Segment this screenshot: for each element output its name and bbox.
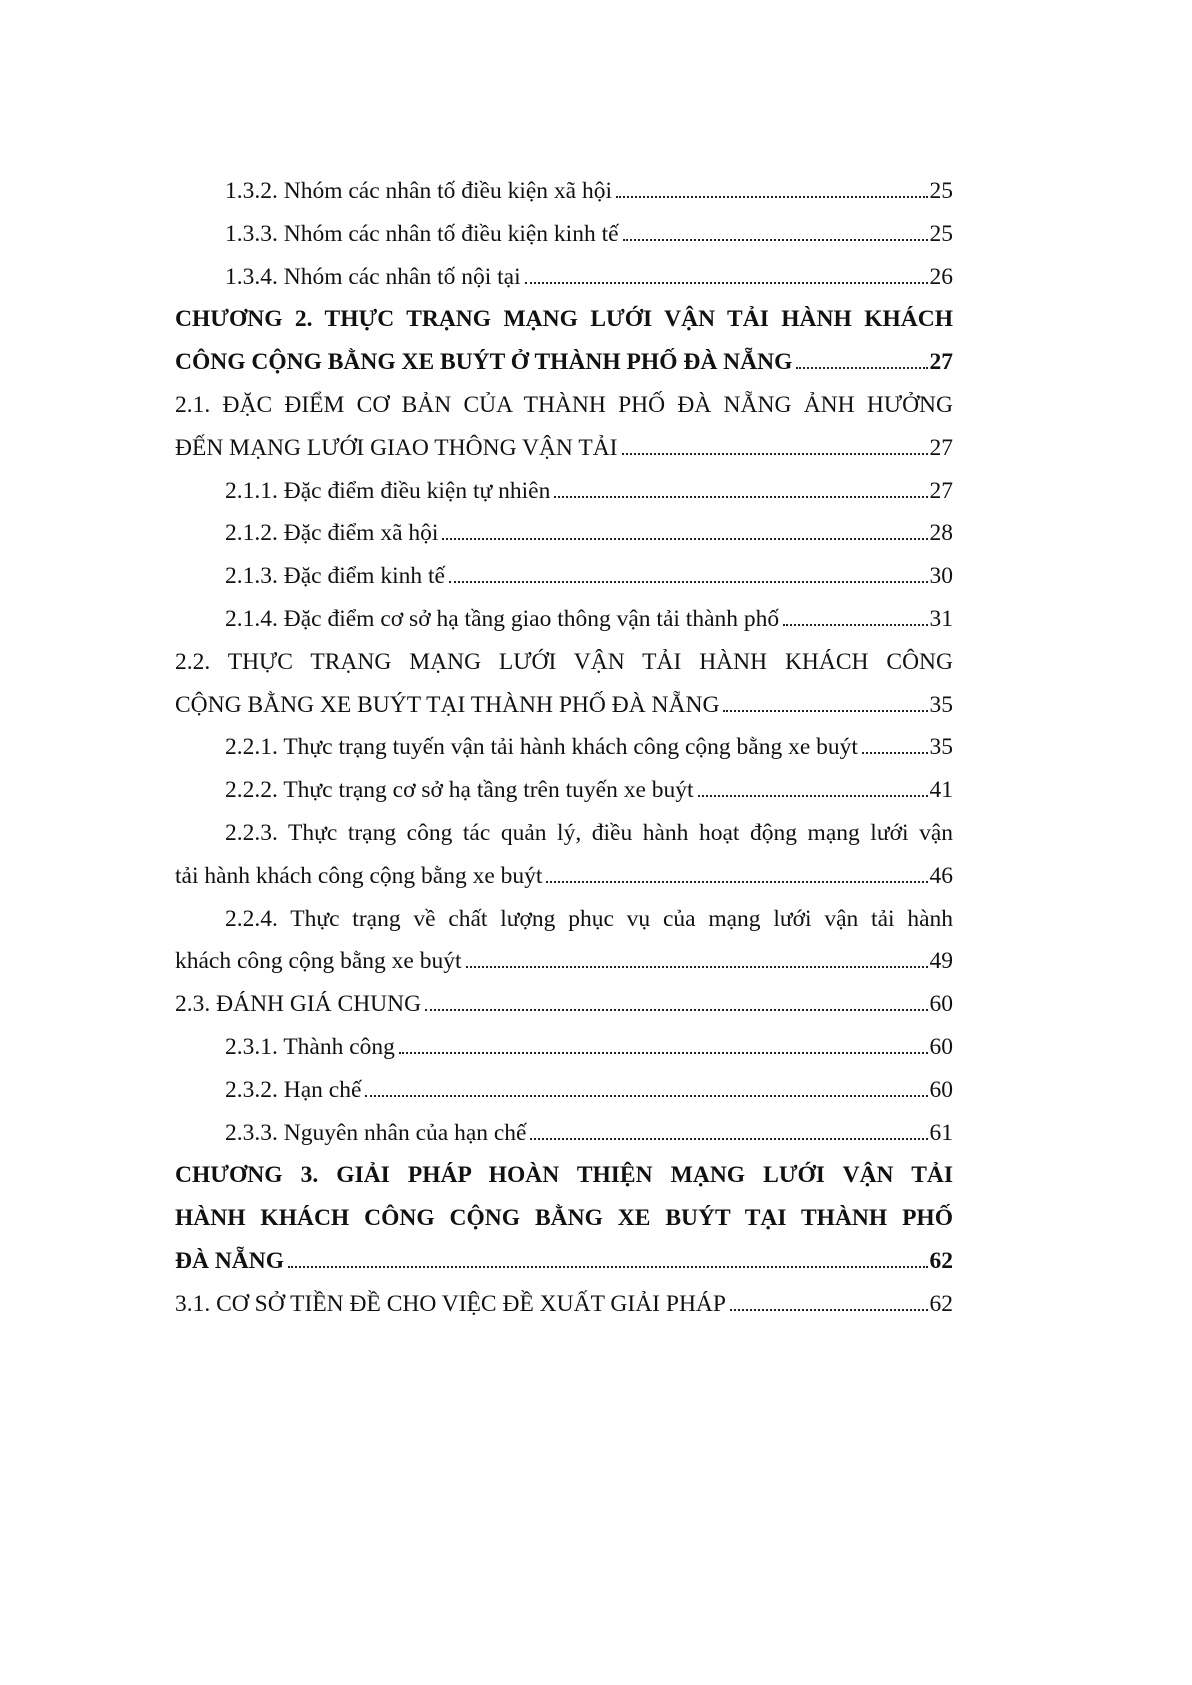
- toc-page-number: 26: [929, 263, 953, 290]
- toc-entry-title: 2.3.1. Thành công: [225, 1033, 395, 1060]
- dot-leader: [796, 367, 927, 369]
- dot-leader: [783, 624, 927, 626]
- toc-section-entry: [175, 641, 953, 727]
- toc-entry: [175, 726, 953, 769]
- toc-entry-title: 2.2.2. Thực trạng cơ sở hạ tầng trên tuyến xe buýt: [225, 777, 694, 804]
- toc-page-number: 49: [929, 948, 953, 975]
- dot-leader: [449, 581, 928, 583]
- dot-leader: [525, 282, 928, 284]
- toc-entry-title: 2.1.1. Đặc điểm điều kiện tự nhiên: [225, 477, 551, 504]
- toc-page-number: 60: [929, 991, 953, 1018]
- dot-leader: [698, 795, 928, 797]
- toc-page-number: 28: [929, 520, 953, 547]
- toc-entry: [175, 769, 953, 812]
- toc-page-number: 41: [929, 777, 953, 804]
- toc-entry: [175, 1112, 953, 1155]
- toc-entry-title-line: ĐÀ NẴNG: [175, 1247, 285, 1274]
- toc-entry-title: 1.3.2. Nhóm các nhân tố điều kiện xã hội: [225, 178, 613, 204]
- toc-page-number: 35: [929, 691, 953, 718]
- toc-page-number: 25: [929, 220, 953, 247]
- toc-page-number: 27: [929, 434, 953, 461]
- toc-entry: [175, 598, 953, 641]
- toc-entry-title-line: CỘNG BẰNG XE BUÝT TẠI THÀNH PHỐ ĐÀ NẴNG: [175, 691, 720, 718]
- dot-leader: [365, 1095, 927, 1097]
- dot-leader: [623, 239, 928, 241]
- toc-section-entry: [175, 1283, 953, 1326]
- toc-entry: [175, 213, 953, 256]
- toc-entry-title: 1.3.3. Nhóm các nhân tố điều kiện kinh tế: [225, 220, 619, 247]
- toc-entry: [175, 555, 953, 598]
- dot-leader: [466, 966, 928, 968]
- toc-page-number: 27: [929, 477, 953, 504]
- toc-section-entry: [175, 384, 953, 470]
- table-of-contents: [175, 170, 953, 1326]
- dot-leader: [425, 1009, 927, 1011]
- toc-page-number: 35: [929, 734, 953, 761]
- toc-entry: [175, 512, 953, 555]
- toc-page-number: 31: [929, 605, 953, 632]
- dot-leader: [442, 538, 927, 540]
- toc-entry-title: 2.2.1. Thực trạng tuyến vận tải hành khách công cộng bằng xe buýt: [225, 734, 858, 761]
- toc-entry-title-line: 2.2.3. Thực trạng công tác quản lý, điều hành hoạt động mạng lưới vận: [225, 819, 953, 846]
- toc-entry-wrapped: [175, 812, 953, 898]
- dot-leader: [530, 1138, 927, 1140]
- toc-entry-title-line: 2.2.4. Thực trạng về chất lượng phục vụ của mạng lưới vận tải hành: [225, 905, 953, 932]
- toc-entry-title-line: 2.1. ĐẶC ĐIỂM CƠ BẢN CỦA THÀNH PHỐ ĐÀ NẴNG ẢNH HƯỞNG: [175, 391, 953, 418]
- toc-page-number: 46: [929, 862, 953, 889]
- toc-entry-title-line: tải hành khách công cộng bằng xe buýt: [175, 862, 543, 889]
- dot-leader: [730, 1309, 928, 1311]
- toc-entry-title-line: CHƯƠNG 3. GIẢI PHÁP HOÀN THIỆN MẠNG LƯỚI VẬN TẢI: [175, 1162, 953, 1189]
- toc-page-number: 62: [929, 1290, 953, 1317]
- toc-page-number: 30: [929, 563, 953, 590]
- toc-entry-title: 2.1.4. Đặc điểm cơ sở hạ tầng giao thông vận tải thành phố: [225, 605, 780, 632]
- toc-entry: [175, 170, 953, 213]
- dot-leader: [723, 710, 927, 712]
- toc-page-number: 25: [929, 178, 953, 204]
- dot-leader: [288, 1266, 927, 1268]
- toc-entry-title: 2.1.2. Đặc điểm xã hội: [225, 520, 439, 547]
- toc-entry-wrapped: [175, 898, 953, 984]
- dot-leader: [546, 881, 927, 883]
- toc-entry-title-line: HÀNH KHÁCH CÔNG CỘNG BẰNG XE BUÝT TẠI THÀNH PHỐ: [175, 1205, 953, 1232]
- toc-entry-title-line: 2.2. THỰC TRẠNG MẠNG LƯỚI VẬN TẢI HÀNH KHÁCH CÔNG: [175, 648, 953, 675]
- toc-entry-title: 2.3.3. Nguyên nhân của hạn chế: [225, 1119, 527, 1146]
- toc-entry: [175, 1069, 953, 1112]
- toc-entry-title-line: CHƯƠNG 2. THỰC TRẠNG MẠNG LƯỚI VẬN TẢI HÀNH KHÁCH: [175, 306, 953, 333]
- toc-chapter-entry: [175, 298, 953, 384]
- toc-page-number: 27: [929, 349, 953, 376]
- toc-entry: [175, 1026, 953, 1069]
- dot-leader: [622, 453, 928, 455]
- toc-entry-title: 2.3.2. Hạn chế: [225, 1076, 362, 1103]
- toc-page-number: 60: [929, 1033, 953, 1060]
- toc-entry-title-line: ĐẾN MẠNG LƯỚI GIAO THÔNG VẬN TẢI: [175, 434, 618, 461]
- dot-leader: [862, 752, 928, 754]
- toc-entry-title: 3.1. CƠ SỞ TIỀN ĐỀ CHO VIỆC ĐỀ XUẤT GIẢI PHÁP: [175, 1290, 726, 1317]
- dot-leader: [616, 196, 927, 198]
- toc-entry-title: 2.3. ĐÁNH GIÁ CHUNG: [175, 991, 422, 1018]
- toc-page-number: 61: [929, 1119, 953, 1146]
- dot-leader: [554, 496, 927, 498]
- toc-chapter-entry: [175, 1154, 953, 1282]
- toc-entry-title: 2.1.3. Đặc điểm kinh tế: [225, 563, 445, 590]
- toc-entry-title-line: khách công cộng bằng xe buýt: [175, 948, 462, 975]
- toc-entry: [175, 256, 953, 299]
- toc-entry-title: 1.3.4. Nhóm các nhân tố nội tại: [225, 263, 521, 290]
- toc-entry-title-line: CÔNG CỘNG BẰNG XE BUÝT Ở THÀNH PHỐ ĐÀ NẴNG: [175, 349, 793, 376]
- toc-section-entry: [175, 983, 953, 1026]
- toc-entry: [175, 470, 953, 513]
- toc-page-number: 60: [929, 1076, 953, 1103]
- dot-leader: [399, 1052, 928, 1054]
- toc-page-number: 62: [929, 1247, 953, 1274]
